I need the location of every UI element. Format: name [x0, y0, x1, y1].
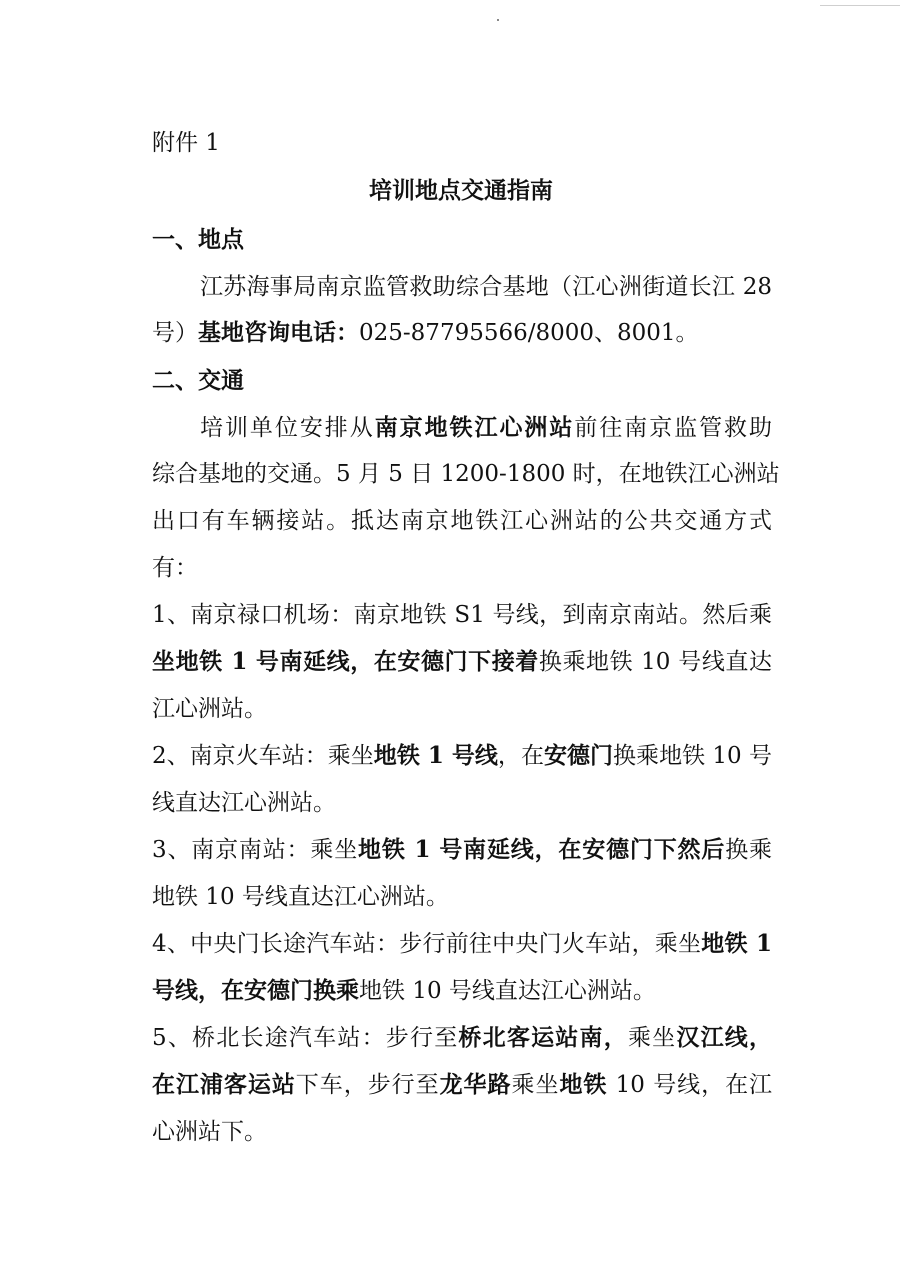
item-bold-text: 桥北客运站南，	[458, 1024, 628, 1051]
item-bold-text: 汉江线，	[676, 1024, 773, 1051]
item-4-line-1	[152, 929, 772, 959]
transport-para-line-3: 出口有车辆接站。抵达南京地铁江心洲站的公共交通方式	[152, 508, 772, 534]
phone-label: 基地咨询电话：	[198, 319, 359, 346]
item-text: 3、南京南站：乘坐	[152, 837, 359, 863]
item-bold-text: 安德门	[543, 742, 614, 769]
item-1-line-2	[152, 647, 772, 677]
item-text: 地铁 10 号线直达江心洲站。	[359, 978, 656, 1004]
item-4-line-2	[152, 976, 656, 1006]
transport-para-line-4: 有：	[152, 555, 198, 581]
para-text: 前往南京监管救助	[574, 415, 773, 441]
item-text: 换乘地铁 10 号线直达	[538, 649, 772, 675]
attachment-label: 附件 1	[152, 130, 220, 156]
transport-para-line-2: 综合基地的交通。5 月 5 日 1200-1800 时，在地铁江心洲站	[152, 461, 780, 487]
item-bold-text: 地铁 1	[701, 930, 772, 957]
section-heading-location: 一、地点	[152, 226, 244, 253]
item-3-line-2: 地铁 10 号线直达江心洲站。	[152, 884, 449, 910]
item-bold-text: 坐地铁 1 号南延线，在安德门下接着	[152, 648, 539, 675]
document-title: 培训地点交通指南	[369, 177, 553, 204]
item-text: 10 号线，在江	[607, 1072, 773, 1098]
para-bold-station: 南京地铁江心洲站	[374, 414, 575, 441]
scan-edge-mark	[820, 0, 900, 6]
location-line-2	[152, 318, 699, 348]
item-2-line-1	[152, 741, 772, 771]
para-text: 培训单位安排从	[200, 415, 375, 441]
item-bold-text: 地铁	[559, 1071, 608, 1098]
item-1-line-3: 江心洲站。	[152, 696, 267, 722]
item-bold-text: 在江浦客运站	[152, 1071, 296, 1098]
item-bold-text: 龙华路	[439, 1071, 512, 1098]
location-suffix: 号）	[152, 320, 198, 346]
item-3-line-1	[152, 835, 772, 865]
section-heading-transport: 二、交通	[152, 367, 244, 394]
item-text: 2、南京火车站：乘坐	[152, 743, 374, 769]
scan-speck	[497, 19, 499, 21]
item-bold-text: 号线，在安德门换乘	[152, 977, 359, 1004]
item-2-line-2: 线直达江心洲站。	[152, 790, 336, 816]
phone-numbers: 025-87795566/8000、8001。	[359, 320, 699, 346]
item-text: 下车，步行至	[295, 1072, 440, 1098]
item-text: 乘坐	[627, 1025, 677, 1051]
item-text: ，在	[497, 743, 544, 769]
location-line-1: 江苏海事局南京监管救助综合基地（江心洲街道长江 28	[200, 274, 772, 300]
item-5-line-1	[152, 1023, 772, 1053]
item-text: 换乘	[725, 837, 773, 863]
item-bold-text: 地铁 1 号南延线，在安德门下然后	[358, 836, 726, 863]
item-text: 换乘地铁 10 号	[613, 743, 773, 769]
item-text: 5、桥北长途汽车站：步行至	[152, 1025, 459, 1051]
item-5-line-3: 心洲站下。	[152, 1119, 267, 1145]
transport-para-line-1	[200, 413, 772, 443]
item-text: 4、中央门长途汽车站：步行前往中央门火车站，乘坐	[152, 931, 702, 957]
item-bold-text: 地铁 1 号线	[373, 742, 498, 769]
item-5-line-2	[152, 1070, 772, 1100]
item-text: 乘坐	[511, 1072, 560, 1098]
item-1-line-1: 1、南京禄口机场：南京地铁 S1 号线，到南京南站。然后乘	[152, 602, 772, 628]
